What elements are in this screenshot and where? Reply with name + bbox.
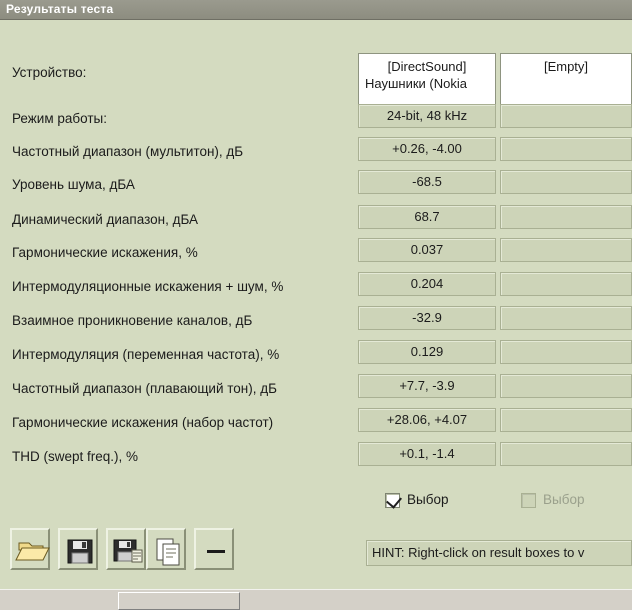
row-label: Частотный диапазон (плавающий тон), дБ <box>12 381 277 396</box>
window-titlebar <box>0 0 632 20</box>
result-cell-ch2[interactable] <box>500 137 632 161</box>
table-row <box>0 170 632 202</box>
table-row <box>0 137 632 169</box>
row-label: Частотный диапазон (мультитон), дБ <box>12 144 244 159</box>
table-row <box>0 205 632 237</box>
copy-pages-icon <box>148 530 184 568</box>
result-cell-ch1[interactable]: 0.037 <box>358 238 496 262</box>
device-box-1-line-1: [DirectSound] <box>387 59 467 74</box>
table-row <box>0 442 632 474</box>
result-cell-ch1[interactable]: 24-bit, 48 kHz <box>358 104 496 128</box>
select-checkbox-ch2[interactable] <box>521 493 631 513</box>
result-cell-ch1[interactable]: +0.1, -1.4 <box>358 442 496 466</box>
open-folder-icon <box>12 530 48 568</box>
checkbox-box[interactable] <box>385 493 400 508</box>
select-checkbox-ch1[interactable] <box>385 493 495 513</box>
device-box-1-line-2: Наушники (Nokia <box>365 76 467 91</box>
table-row <box>0 238 632 270</box>
row-label: Динамический диапазон, дБА <box>12 212 199 227</box>
result-cell-ch1[interactable]: 0.129 <box>358 340 496 364</box>
checkbox-box[interactable] <box>521 493 536 508</box>
result-cell-ch2[interactable] <box>500 374 632 398</box>
device-box-channel-2[interactable] <box>500 53 632 105</box>
table-row <box>0 340 632 372</box>
result-cell-ch2[interactable] <box>500 408 632 432</box>
save-as-button[interactable] <box>106 528 146 570</box>
row-label: Режим работы: <box>12 111 107 126</box>
row-label: Гармонические искажения (набор частот) <box>12 415 274 430</box>
result-cell-ch1[interactable]: 0.204 <box>358 272 496 296</box>
result-cell-ch1[interactable]: 68.7 <box>358 205 496 229</box>
result-cell-ch1[interactable]: +28.06, +4.07 <box>358 408 496 432</box>
row-label: Взаимное проникновение каналов, дБ <box>12 313 253 328</box>
result-cell-ch2[interactable] <box>500 272 632 296</box>
table-row <box>0 374 632 406</box>
row-label: THD (swept freq.), % <box>12 449 139 464</box>
floppy-save-as-icon <box>108 530 144 568</box>
result-cell-ch2[interactable] <box>500 205 632 229</box>
table-row <box>0 408 632 440</box>
window-content <box>0 20 632 589</box>
minimize-button[interactable] <box>194 528 234 570</box>
result-cell-ch1[interactable]: +7.7, -3.9 <box>358 374 496 398</box>
device-box-channel-1[interactable] <box>358 53 496 105</box>
result-cell-ch1[interactable]: -68.5 <box>358 170 496 194</box>
table-row <box>0 104 632 136</box>
copy-button[interactable] <box>146 528 186 570</box>
checkbox-label: Выбор <box>543 492 585 507</box>
result-cell-ch2[interactable] <box>500 340 632 364</box>
taskbar-button[interactable] <box>118 592 240 610</box>
row-label: Интермодуляционные искажения + шум, % <box>12 279 284 294</box>
table-row <box>0 306 632 338</box>
save-button[interactable] <box>58 528 98 570</box>
result-cell-ch2[interactable] <box>500 170 632 194</box>
result-cell-ch1[interactable]: -32.9 <box>358 306 496 330</box>
window-title: Результаты теста <box>6 2 114 16</box>
device-label: Устройство: <box>12 65 87 80</box>
minus-icon <box>196 530 232 568</box>
hint-box: HINT: Right-click on result boxes to v <box>366 540 632 566</box>
result-cell-ch2[interactable] <box>500 442 632 466</box>
open-button[interactable] <box>10 528 50 570</box>
device-box-2-line-1: [Empty] <box>543 59 589 74</box>
result-cell-ch2[interactable] <box>500 306 632 330</box>
row-label: Гармонические искажения, % <box>12 245 198 260</box>
row-label: Интермодуляция (переменная частота), % <box>12 347 280 362</box>
checkbox-label: Выбор <box>407 492 449 507</box>
result-cell-ch2[interactable] <box>500 238 632 262</box>
table-row <box>0 272 632 304</box>
row-label: Уровень шума, дБА <box>12 177 135 192</box>
result-cell-ch2[interactable] <box>500 104 632 128</box>
floppy-save-icon <box>60 530 96 568</box>
result-cell-ch1[interactable]: +0.26, -4.00 <box>358 137 496 161</box>
checkmark-icon <box>386 492 402 508</box>
taskbar <box>0 589 632 610</box>
